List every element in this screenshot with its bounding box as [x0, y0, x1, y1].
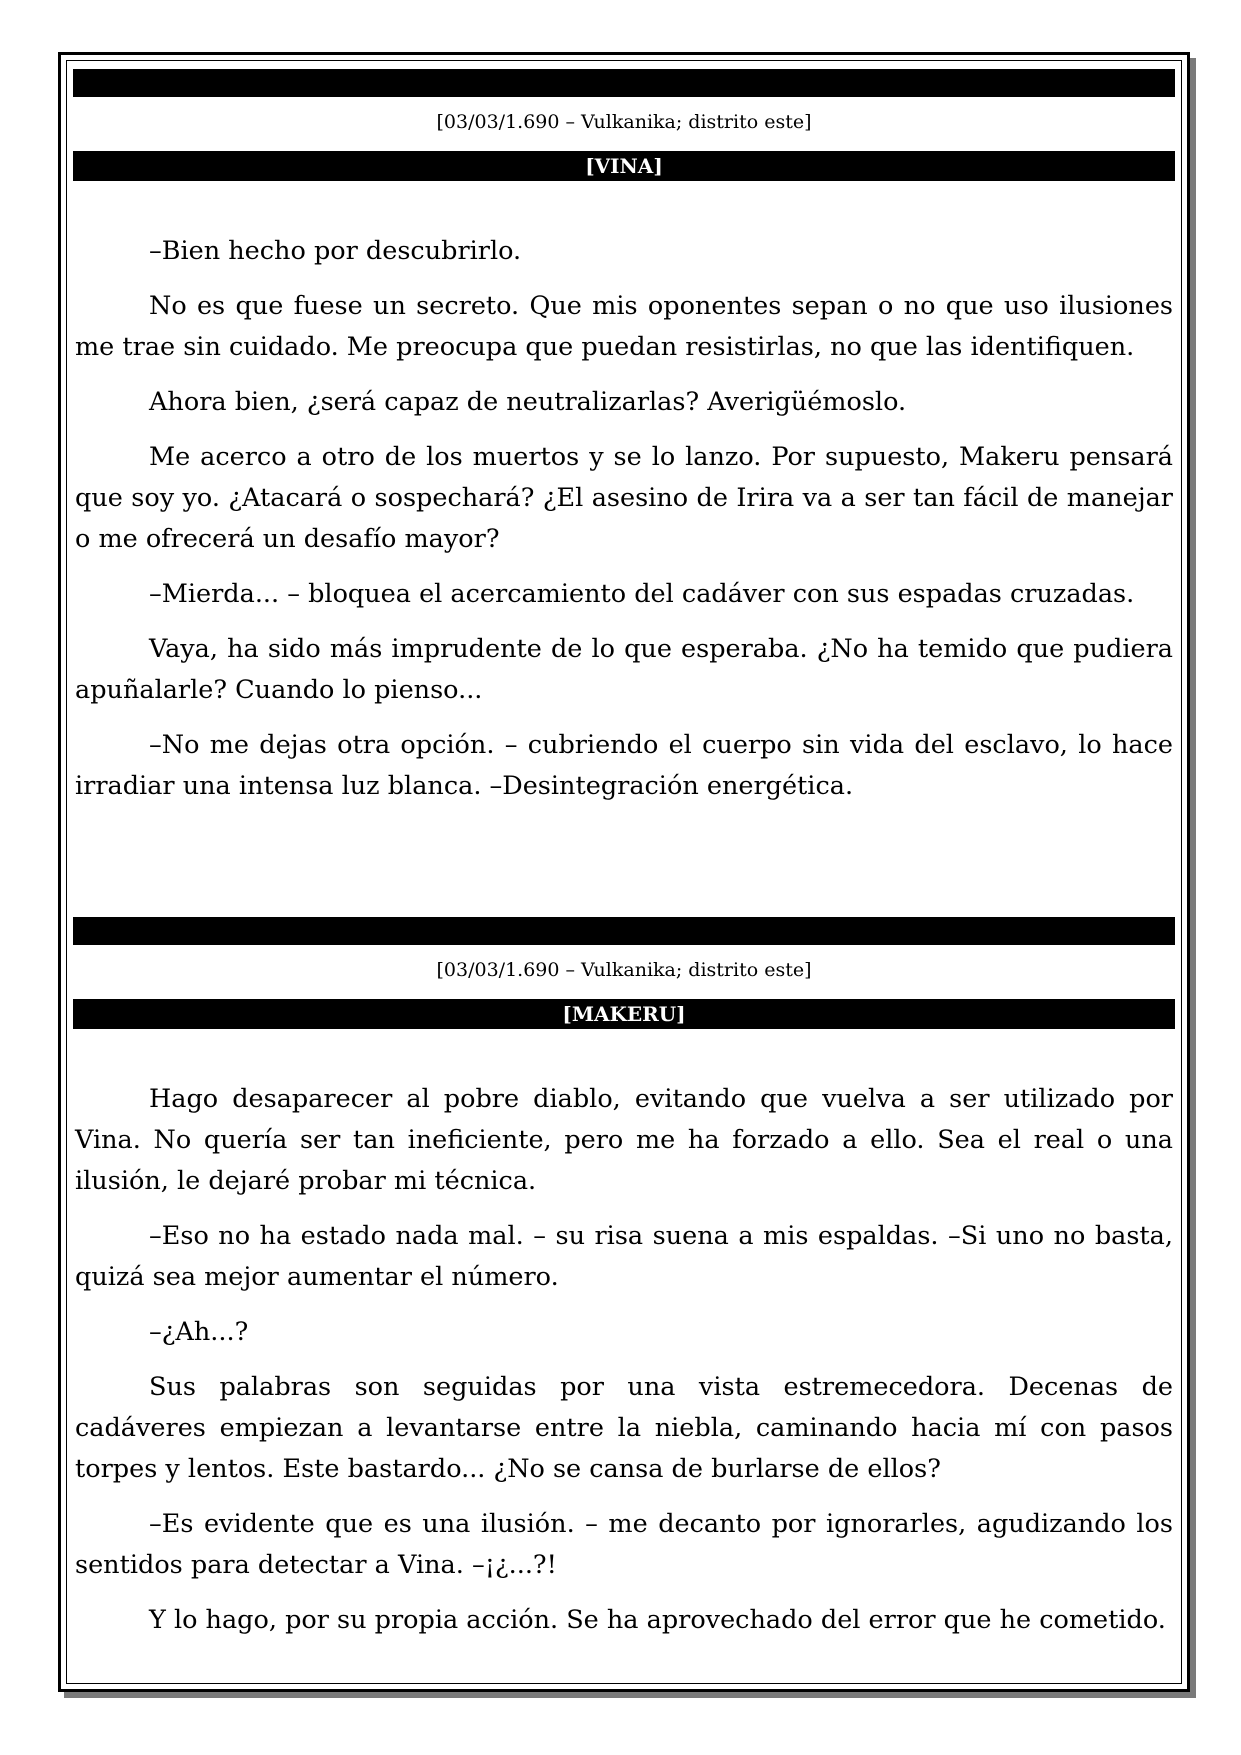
section-header-date: [03/03/1.690 – Vulkanika; distrito este]: [436, 959, 812, 981]
paragraph: Me acerco a otro de los muertos y se lo lanzo. Por supuesto, Makeru pensará que soy yo. ¿Atacará o sospechará? ¿El asesino de Irira va a ser tan fácil de manejar o me ofrecerá un desafío mayor?: [75, 442, 1173, 554]
paragraph: No es que fuese un secreto. Que mis oponentes sepan o no que uso ilusiones me trae sin cuidado. Me preocupa que puedan resistirlas, no que las identifiquen.: [75, 291, 1173, 362]
section-text: [75, 231, 1173, 821]
paragraph: Vaya, ha sido más imprudente de lo que esperaba. ¿No ha temido que pudiera apuñalarle? Cuando lo pienso...: [75, 634, 1173, 705]
paragraph: –¿Ah...?: [149, 1317, 249, 1347]
paragraph: –Bien hecho por descubrirlo.: [149, 236, 522, 266]
paragraph: Ahora bien, ¿será capaz de neutralizarlas? Averigüémoslo.: [149, 387, 907, 417]
paragraph: –No me dejas otra opción. – cubriendo el cuerpo sin vida del esclavo, lo hace irradiar una intensa luz blanca. –Desintegración energética.: [75, 730, 1173, 801]
paragraph: –Es evidente que es una ilusión. – me decanto por ignorarles, agudizando los sentidos para detectar a Vina. –¡¿...?!: [75, 1509, 1173, 1580]
paragraph: Sus palabras son seguidas por una vista estremecedora. Decenas de cadáveres empiezan a levantarse entre la niebla, caminando hacia mí con pasos torpes y lentos. Este bastardo... ¿No se cansa de burlarse de ellos?: [75, 1372, 1173, 1484]
paragraph: Hago desaparecer al pobre diablo, evitando que vuelva a ser utilizado por Vina. No quería ser tan ineficiente, pero me ha forzado a ello. Sea el real o una ilusión, le dejaré probar mi técnica.: [75, 1084, 1173, 1196]
section-divider-bar: [73, 917, 1175, 945]
paragraph: –Mierda... – bloquea el acercamiento del cadáver con sus espadas cruzadas.: [149, 579, 1135, 609]
section-character-name: [MAKERU]: [73, 999, 1175, 1029]
section-divider-bar: [73, 69, 1175, 97]
page-frame: [58, 52, 1190, 1692]
section-character-name: [VINA]: [73, 151, 1175, 181]
section-text: [75, 1079, 1173, 1655]
section-header-date: [03/03/1.690 – Vulkanika; distrito este]: [436, 111, 812, 133]
paragraph: –Eso no ha estado nada mal. – su risa suena a mis espaldas. –Si uno no basta, quizá sea mejor aumentar el número.: [75, 1221, 1173, 1292]
paragraph: Y lo hago, por su propia acción. Se ha aprovechado del error que he cometido.: [149, 1605, 1166, 1635]
